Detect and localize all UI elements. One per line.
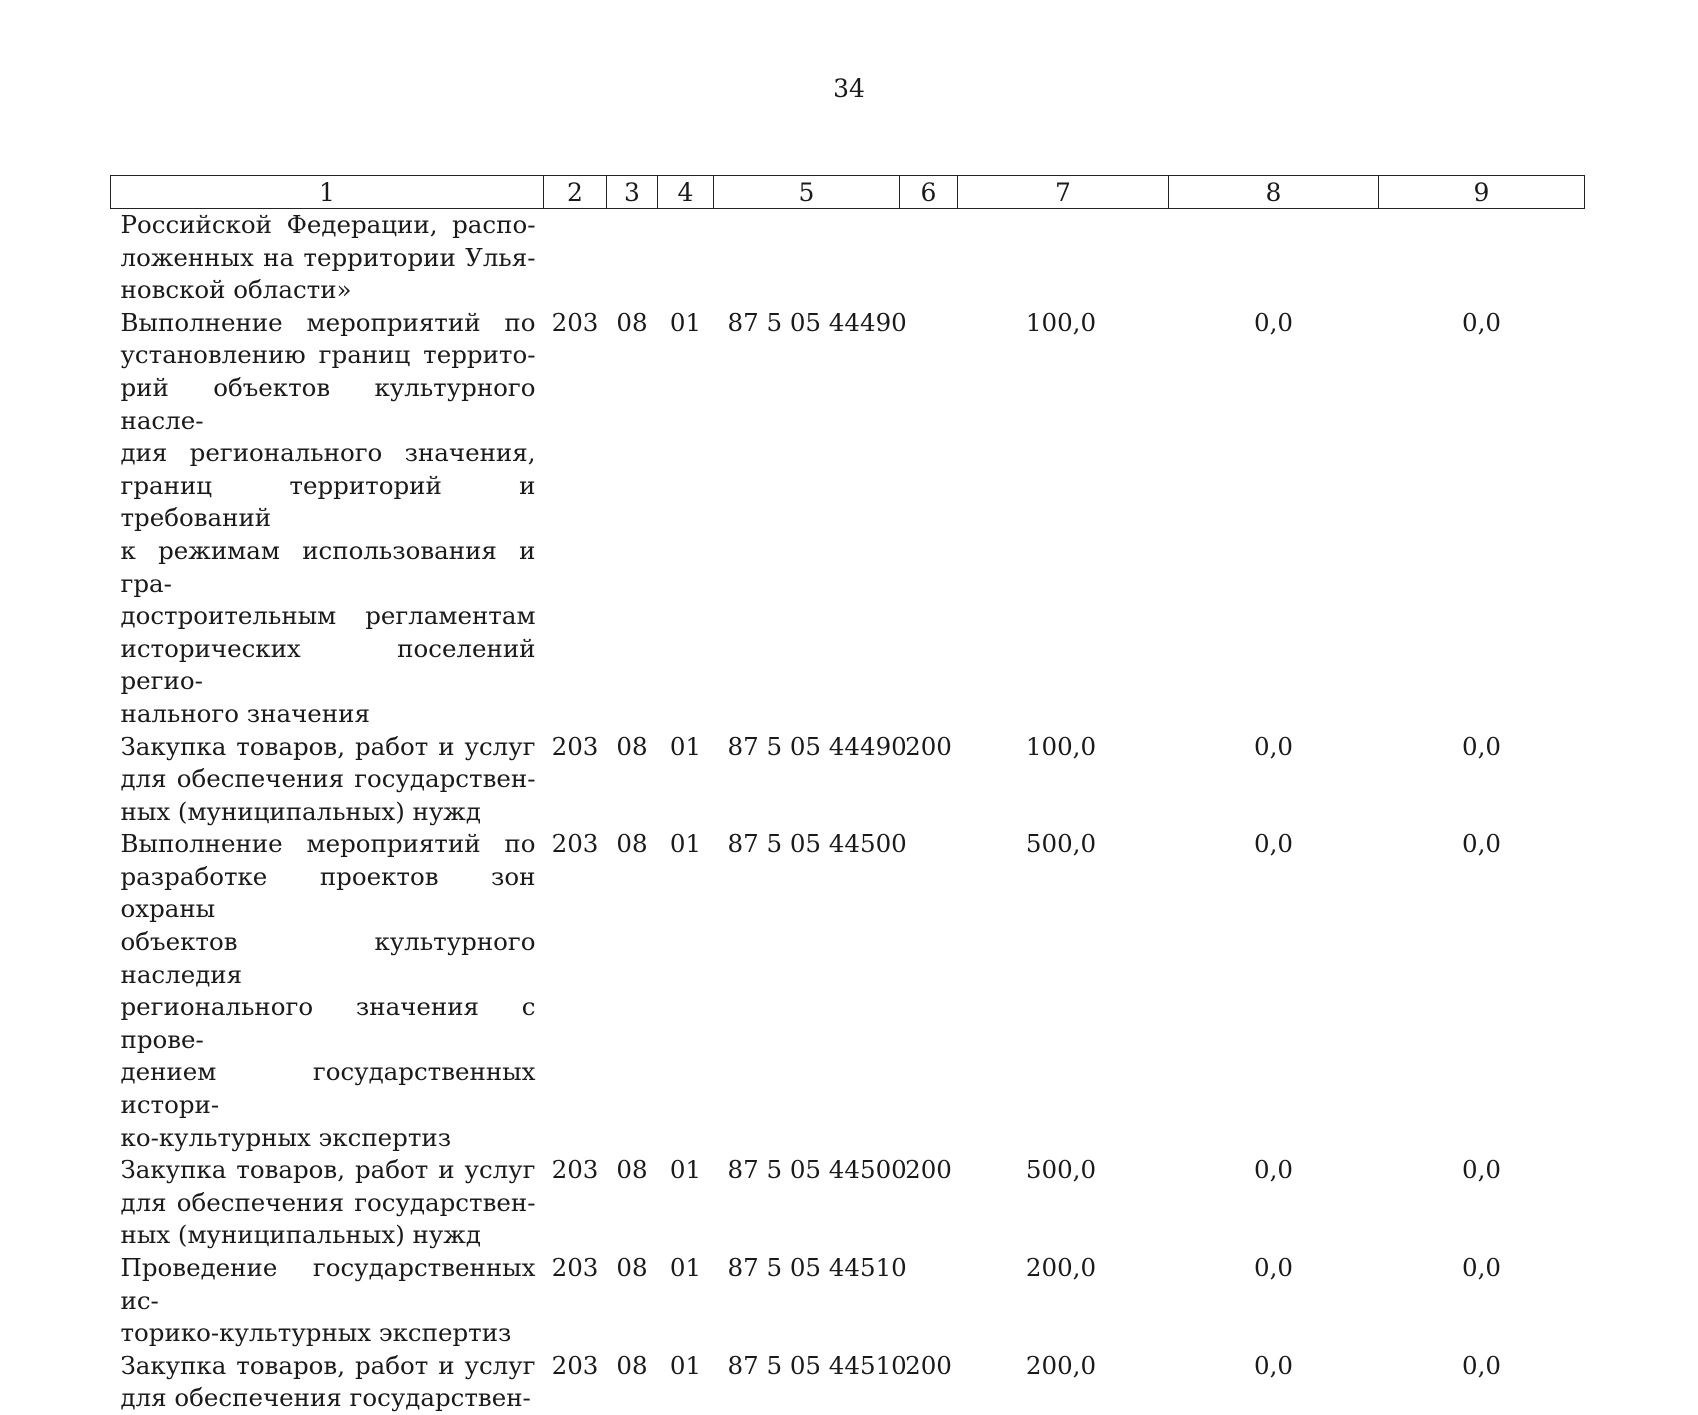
subsection-cell: 01 <box>669 1155 702 1185</box>
expense-type-cell <box>900 1252 958 1350</box>
item-name-line: для обеспечения государствен- <box>120 764 536 794</box>
item-name-line: Российской Федерации, распо- <box>120 210 536 239</box>
item-name-line: ных (муниципальных) нужд <box>120 1220 481 1250</box>
section-cell: 08 <box>616 307 648 337</box>
item-name-cell <box>111 1252 544 1350</box>
item-name-line: дением государственных истори- <box>120 1057 536 1120</box>
amount-cell: 0,0 <box>1462 1253 1501 1282</box>
expense-type-cell: 200 <box>905 1350 952 1380</box>
amount-cell: 500,0 <box>1025 1155 1097 1185</box>
subsection-cell: 01 <box>669 1350 702 1380</box>
expense-type-cell: 200 <box>905 1155 952 1185</box>
item-name-line: Закупка товаров, работ и услуг <box>120 731 536 761</box>
item-name-line: дия регионального значения, <box>120 438 536 468</box>
subsection-cell <box>658 209 714 307</box>
item-name-line: ко-культурных экспертиз <box>120 1122 452 1152</box>
item-name-line: объектов культурного наследия <box>120 927 536 989</box>
section-cell: 08 <box>616 829 648 859</box>
item-name-cell <box>111 1154 544 1252</box>
amount-cell: 100,0 <box>1025 307 1097 337</box>
item-name-line: Проведение государственных ис- <box>120 1253 536 1315</box>
amount-cell: 100,0 <box>1025 731 1097 761</box>
item-name-line: ложенных на территории Улья- <box>120 242 536 272</box>
target-article-cell: 87 5 05 44490 <box>727 731 907 761</box>
page-number: 34 <box>833 74 865 103</box>
column-header: 5 <box>714 176 900 209</box>
item-name-line: Выполнение мероприятий по <box>120 307 536 337</box>
item-name-line: достроительным регламентам <box>120 601 536 631</box>
amount-cell <box>958 209 1169 307</box>
item-name-line: разработке проектов зон охраны <box>120 861 536 924</box>
amount-cell: 0,0 <box>1462 307 1501 337</box>
column-header: 1 <box>111 176 544 209</box>
column-header: 3 <box>607 176 658 209</box>
column-header: 4 <box>658 176 714 209</box>
target-article-cell: 87 5 05 44500 <box>727 1155 907 1185</box>
amount-cell: 0,0 <box>1254 731 1293 761</box>
column-header: 9 <box>1379 176 1585 209</box>
subsection-cell: 01 <box>669 1253 702 1282</box>
expense-type-cell <box>900 828 958 1154</box>
table-row <box>111 209 1585 307</box>
target-article-cell: 87 5 05 44510 <box>727 1350 907 1380</box>
item-name-line: рий объектов культурного насле- <box>120 372 536 435</box>
amount-cell: 0,0 <box>1254 1350 1293 1380</box>
amount-cell: 0,0 <box>1462 1155 1501 1185</box>
amount-cell <box>1379 209 1585 307</box>
budget-code-cell: 203 <box>551 731 599 761</box>
section-cell <box>607 209 658 307</box>
item-name-line: Закупка товаров, работ и услуг <box>120 1350 536 1380</box>
item-name-line: торико-культурных экспертиз <box>120 1318 512 1348</box>
section-cell: 08 <box>616 1350 648 1380</box>
column-header: 7 <box>958 176 1169 209</box>
expense-type-cell <box>900 209 958 307</box>
item-name-line: к режимам использования и гра- <box>120 535 536 598</box>
amount-cell: 200,0 <box>1025 1350 1097 1380</box>
item-name-line: новской области» <box>120 275 352 305</box>
item-name-line: регионального значения с прове- <box>120 992 536 1054</box>
item-name-line: исторических поселений регио- <box>120 633 536 696</box>
column-header: 6 <box>900 176 958 209</box>
column-header: 2 <box>544 176 607 209</box>
table-row <box>111 1350 1585 1415</box>
budget-code-cell: 203 <box>551 1253 599 1282</box>
target-article-cell: 87 5 05 44510 <box>727 1253 907 1282</box>
budget-code-cell: 203 <box>551 307 599 337</box>
table-row <box>111 307 1585 731</box>
budget-code-cell: 203 <box>551 1350 599 1380</box>
amount-cell: 0,0 <box>1462 1350 1501 1380</box>
section-cell: 08 <box>616 1155 648 1185</box>
target-article-cell <box>714 209 900 307</box>
item-name-line: Выполнение мероприятий по <box>120 829 536 859</box>
column-header: 8 <box>1169 176 1379 209</box>
item-name-line: установлению границ террито- <box>120 340 536 370</box>
amount-cell: 0,0 <box>1254 1155 1293 1185</box>
section-cell: 08 <box>616 1253 648 1282</box>
item-name-cell <box>111 307 544 731</box>
item-name-line: ных (муниципальных) нужд <box>120 796 481 826</box>
item-name-cell <box>111 209 544 307</box>
budget-code-cell <box>544 209 607 307</box>
item-name-line: для обеспечения государствен- <box>120 1383 531 1413</box>
amount-cell: 0,0 <box>1254 829 1293 859</box>
expense-type-cell <box>900 307 958 731</box>
budget-code-cell: 203 <box>551 829 599 859</box>
amount-cell <box>1169 209 1379 307</box>
item-name-line: Закупка товаров, работ и услуг <box>120 1155 536 1185</box>
section-cell: 08 <box>616 731 648 761</box>
table-row <box>111 828 1585 1154</box>
subsection-cell: 01 <box>669 307 702 337</box>
table-row <box>111 1252 1585 1350</box>
target-article-cell: 87 5 05 44490 <box>727 307 907 337</box>
item-name-line: для обеспечения государствен- <box>120 1187 536 1217</box>
column-number-header <box>111 176 1585 209</box>
amount-cell: 0,0 <box>1254 1253 1293 1282</box>
item-name-cell <box>111 828 544 1154</box>
table-row <box>111 1154 1585 1252</box>
item-name-cell <box>111 731 544 829</box>
subsection-cell: 01 <box>669 829 702 859</box>
item-name-cell <box>111 1350 544 1415</box>
expense-type-cell: 200 <box>905 731 952 761</box>
table-body <box>111 209 1585 1415</box>
budget-table <box>110 175 1585 1415</box>
item-name-line: нального значения <box>120 698 370 728</box>
item-name-line: границ территорий и требований <box>120 470 536 533</box>
table-row <box>111 731 1585 829</box>
amount-cell: 0,0 <box>1462 829 1501 859</box>
target-article-cell: 87 5 05 44500 <box>727 829 907 859</box>
subsection-cell: 01 <box>669 731 702 761</box>
budget-code-cell: 203 <box>551 1155 599 1185</box>
amount-cell: 0,0 <box>1462 731 1501 761</box>
amount-cell: 200,0 <box>1025 1253 1097 1282</box>
amount-cell: 500,0 <box>1025 829 1097 859</box>
amount-cell: 0,0 <box>1254 307 1293 337</box>
